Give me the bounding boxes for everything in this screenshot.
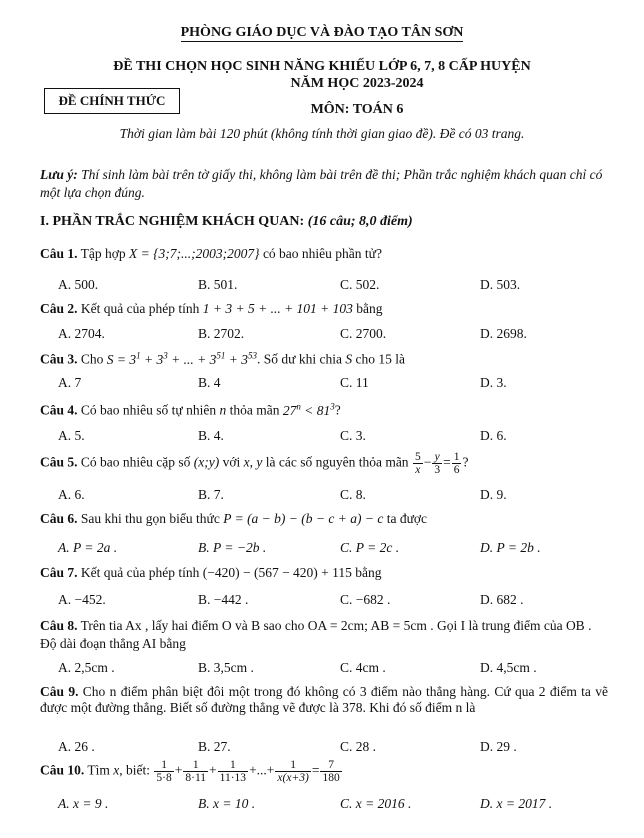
- option-d: D. 503.: [480, 277, 521, 292]
- option-c: C. 2700.: [340, 326, 387, 341]
- option-d: D. 3.: [480, 375, 507, 390]
- option-a: A. P = 2a .: [58, 540, 118, 555]
- question-5: Câu 5. Có bao nhiêu cặp số (x;y) với x, y là các số nguyên thỏa mãn $\frac{5}{x}$ − $\frac{y}{3}$ = $\frac{1}{6}$ ?: [40, 451, 469, 477]
- official-label-box: ĐỀ CHÍNH THỨC: [44, 88, 180, 114]
- question-7: Câu 7. Kết quả của phép tính (−420) − (567 − 420) + 115 bằng: [40, 565, 382, 580]
- option-d: D. P = 2b .: [480, 540, 541, 555]
- option-c: C. x = 2016 .: [340, 796, 412, 811]
- fraction: $\frac{1}{11\cdot 13}$: [219, 759, 247, 785]
- time-note: Thời gian làm bài 120 phút (không tính thời gian giao đề). Đề có 03 trang.: [119, 126, 525, 141]
- option-b: B. 2702.: [198, 326, 245, 341]
- school-year: NĂM HỌC 2023-2024: [290, 76, 424, 91]
- department-title: PHÒNG GIÁO DỤC VÀ ĐÀO TẠO TÂN SƠN: [180, 25, 464, 40]
- option-c: C. 11: [340, 375, 369, 390]
- option-d: D. 682 .: [480, 592, 524, 607]
- fraction: $\frac{1}{8\cdot 11}$: [185, 759, 207, 785]
- option-c: C. P = 2c .: [340, 540, 400, 555]
- fraction: $\frac{5}{x}$: [414, 451, 421, 477]
- option-d: D. 2698.: [480, 326, 527, 341]
- option-a: A. 2704.: [58, 326, 105, 341]
- option-b: B. 501.: [198, 277, 238, 292]
- option-c: C. 502.: [340, 277, 380, 292]
- question-8: Câu 8. Trên tia Ax , lấy hai điểm O và B sao cho OA = 2cm; AB = 5cm . Gọi I là trung điểm của OB . Độ dài đoạn thẳng AI bằng: [40, 618, 592, 652]
- option-c: C. 8.: [340, 487, 366, 502]
- option-a: A. x = 9 .: [58, 796, 109, 811]
- note-text: Thí sinh làm bài trên tờ giấy thi, không làm bài trên đề thi; Phần trắc nghiệm khách quan chỉ có một lựa chọn đúng.: [40, 167, 603, 200]
- option-b: B. 4: [198, 375, 221, 390]
- option-b: B. 3,5cm .: [198, 660, 254, 675]
- option-a: A. 5.: [58, 428, 85, 443]
- question-9: Câu 9. Cho n điểm phân biệt đôi một trong đó không có 3 điểm nào thẳng hàng. Cứ qua 2 điểm ta vẽ được một đường thẳng. Biết số đường thẳng vẽ được là 378. Khi đó số điểm n là: [40, 684, 608, 716]
- option-a: A. 26 .: [58, 739, 95, 754]
- option-b: B. −442 .: [198, 592, 249, 607]
- fraction: $\frac{1}{6}$: [453, 451, 460, 477]
- option-a: A. 7: [58, 375, 82, 390]
- question-6: Câu 6. Sau khi thu gọn biểu thức P = (a − b) − (b − c + a) − c ta được: [40, 511, 428, 526]
- option-c: C. 28 .: [340, 739, 377, 754]
- option-d: D. x = 2017 .: [480, 796, 553, 811]
- option-d: D. 9.: [480, 487, 507, 502]
- note-label: Lưu ý:: [40, 167, 78, 182]
- question-10: Câu 10. Tìm x, biết: $\frac{1}{5\cdot 8}$ + $\frac{1}{8\cdot 11}$ + $\frac{1}{11\cdot 13}$ +...+ $\frac{1}{x(x+3)}$ = $\frac{7}{180}$: [40, 759, 340, 785]
- fraction: $\frac{1}{x(x+3)}$: [277, 759, 309, 785]
- option-a: A. 2,5cm .: [58, 660, 115, 675]
- option-c: C. 4cm .: [340, 660, 386, 675]
- option-a: A. −452.: [58, 592, 106, 607]
- option-b: B. 7.: [198, 487, 224, 502]
- option-d: D. 29 .: [480, 739, 517, 754]
- question-1: Câu 1. Tập hợp X = {3;7;...;2003;2007} có bao nhiêu phần tử?: [40, 246, 382, 261]
- option-b: B. 4.: [198, 428, 224, 443]
- option-b: B. 27.: [198, 739, 231, 754]
- option-a: A. 6.: [58, 487, 85, 502]
- option-c: C. 3.: [340, 428, 366, 443]
- fraction: $\frac{1}{5\cdot 8}$: [156, 759, 172, 785]
- option-d: D. 6.: [480, 428, 507, 443]
- option-b: B. x = 10 .: [198, 796, 256, 811]
- section-title: I. PHẦN TRẮC NGHIỆM KHÁCH QUAN: (16 câu; 8,0 điểm): [40, 214, 413, 229]
- exam-note: [40, 166, 610, 201]
- option-c: C. −682 .: [340, 592, 391, 607]
- fraction: $\frac{y}{3}$: [434, 451, 441, 477]
- exam-title: ĐỀ THI CHỌN HỌC SINH NĂNG KHIẾU LỚP 6, 7, 8 CẤP HUYỆN: [113, 59, 531, 74]
- option-a: A. 500.: [58, 277, 99, 292]
- fraction: $\frac{7}{180}$: [322, 759, 340, 785]
- option-d: D. 4,5cm .: [480, 660, 537, 675]
- question-3: Câu 3. Cho $S = 3^1 + 3^3$ + ... + $3^{51} + 3^{53}$. Số dư khi chia S cho 15 là: [40, 350, 405, 367]
- option-b: B. P = −2b .: [198, 540, 267, 555]
- question-2: Câu 2. Kết quả của phép tính 1 + 3 + 5 + ... + 101 + 103 bằng: [40, 301, 383, 316]
- subject-title: MÔN: TOÁN 6: [310, 102, 404, 117]
- section-points: (16 câu; 8,0 điểm): [307, 214, 413, 229]
- question-4: Câu 4. Có bao nhiêu số tự nhiên n thỏa mãn $27^n < 81^3$?: [40, 401, 341, 418]
